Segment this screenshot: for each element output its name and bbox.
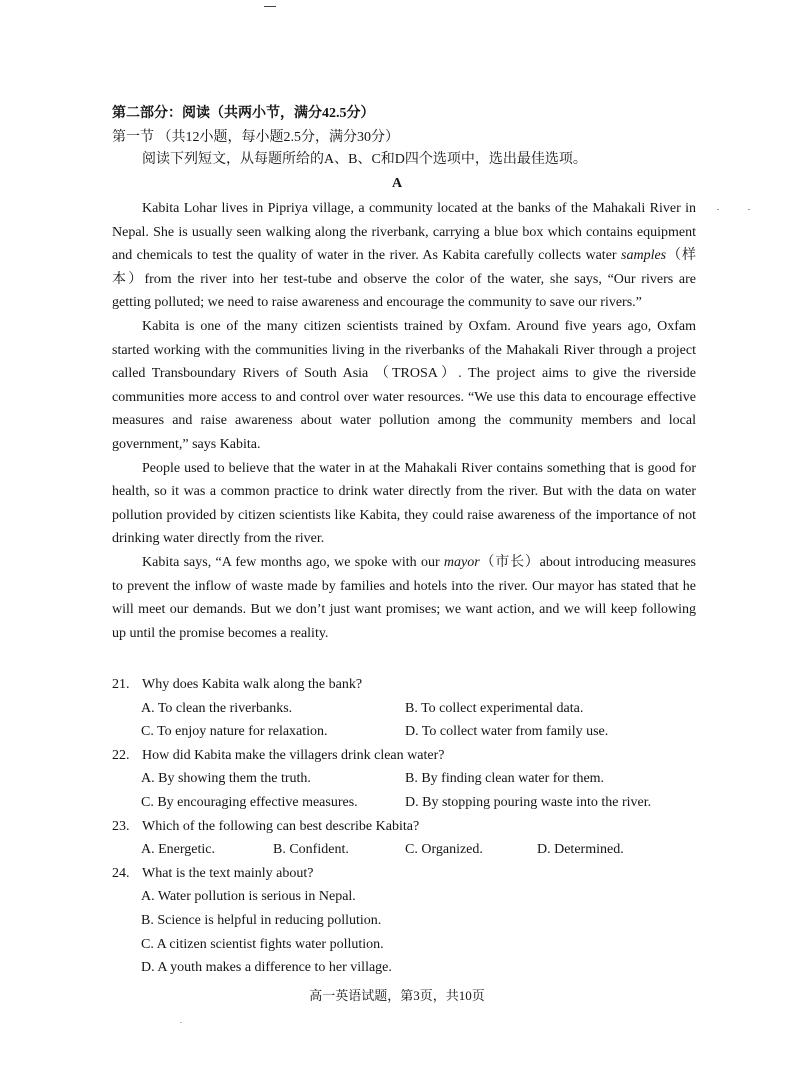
scan-speck [748,209,750,210]
paragraph-4-text-b: （市长）about introducing measures to prevent the inflow of waste made by families and hotels into the river. Our mayor has stated that he will meet our demands. But we don’t just want promises; we want action, and we will keep following up until the promise becomes a reality. [112,554,696,641]
paragraph-4-emphasis: mayor [443,554,480,570]
option-d: D. Determined. [537,842,624,858]
question-number: 24. [112,865,130,881]
scan-speck [717,209,719,210]
option-c: C. By encouraging effective measures. [141,794,358,810]
question-stem: How did Kabita make the villagers drink clean water? [142,747,445,763]
option-b: B. By finding clean water for them. [405,771,605,787]
passage-label: A [391,176,403,191]
instruction-text: 阅读下列短文，从每题所给的A、B、C和D四个选项中，选出最佳选项。 [142,152,587,167]
option-b: B. To collect experimental data. [405,700,584,716]
option-a: A. Energetic. [141,842,215,858]
question-stem: Which of the following can best describe Kabita? [142,818,420,834]
paragraph-1 [112,197,696,315]
question-23 [112,815,696,862]
paragraph-1-text-a: Kabita Lohar lives in Pipriya village, a community located at the banks of the Mahakali River in Nepal. She is usually seen walking along the riverbank, carrying a blue box which contains equipment and chemicals to test the quality of water in the river. As Kabita carefully collects water [112,201,696,264]
question-stem: Why does Kabita walk along the bank? [142,677,363,692]
question-21 [112,673,696,744]
option-c: C. Organized. [405,842,483,858]
question-24 [112,862,696,980]
question-22 [112,744,696,815]
paragraph-2: Kabita is one of the many citizen scientists trained by Oxfam. Around five years ago, Oxfam started working with the communities living in the riverbanks of the Mahakali River through a project called Transboundary Rivers of South Asia （TROSA）. The project aims to give the riverside communities more access to and control over water resources. “We use this data to encourage effective measures and raise awareness about water pollution among the community members and local government,” says Kabita. [112,318,696,452]
option-b: B. Confident. [273,842,349,858]
paragraph-4 [112,551,696,645]
scan-mark [264,6,276,7]
subsection-title: 第一节 （共12小题，每小题2.5分，满分30分） [112,130,399,145]
question-list [112,673,696,980]
option-d: D. A youth makes a difference to her village. [141,960,392,976]
option-d: D. To collect water from family use. [405,724,609,740]
paragraph-1-emphasis: samples [621,248,667,264]
paragraph-1-text-b: （样本）from the river into her test-tube and observe the color of the water, she says, “Our rivers are getting polluted; we need to raise awareness and encourage the community to save our rivers.” [112,248,697,311]
option-a: A. Water pollution is serious in Nepal. [141,889,356,905]
question-number: 21. [112,677,130,692]
question-stem: What is the text mainly about? [142,865,314,881]
scan-speck [180,1022,182,1023]
question-number: 23. [112,818,130,834]
option-c: C. A citizen scientist fights water pollution. [141,936,384,952]
option-b: B. Science is helpful in reducing pollution. [141,912,382,928]
part-title: 第二部分：阅读（共两小节，满分42.5分） [112,106,375,121]
paragraph-4-text-a: Kabita says, “A few months ago, we spoke with our [142,554,444,570]
option-c: C. To enjoy nature for relaxation. [141,724,328,740]
option-d: D. By stopping pouring waste into the river. [405,794,652,810]
paragraph-3: People used to believe that the water in at the Mahakali River contains something that is good for health, so it was a common practice to drink water directly from the river. But with the data on water pollution provided by citizen scientists like Kabita, they could raise awareness of the importance of not drinking water directly from the river. [112,460,696,547]
question-number: 22. [112,747,130,763]
option-a: A. By showing them the truth. [141,771,311,787]
option-a: A. To clean the riverbanks. [141,700,293,716]
passage-body [112,197,696,645]
page-footer: 高一英语试题，第3页，共10页 [309,988,485,1003]
